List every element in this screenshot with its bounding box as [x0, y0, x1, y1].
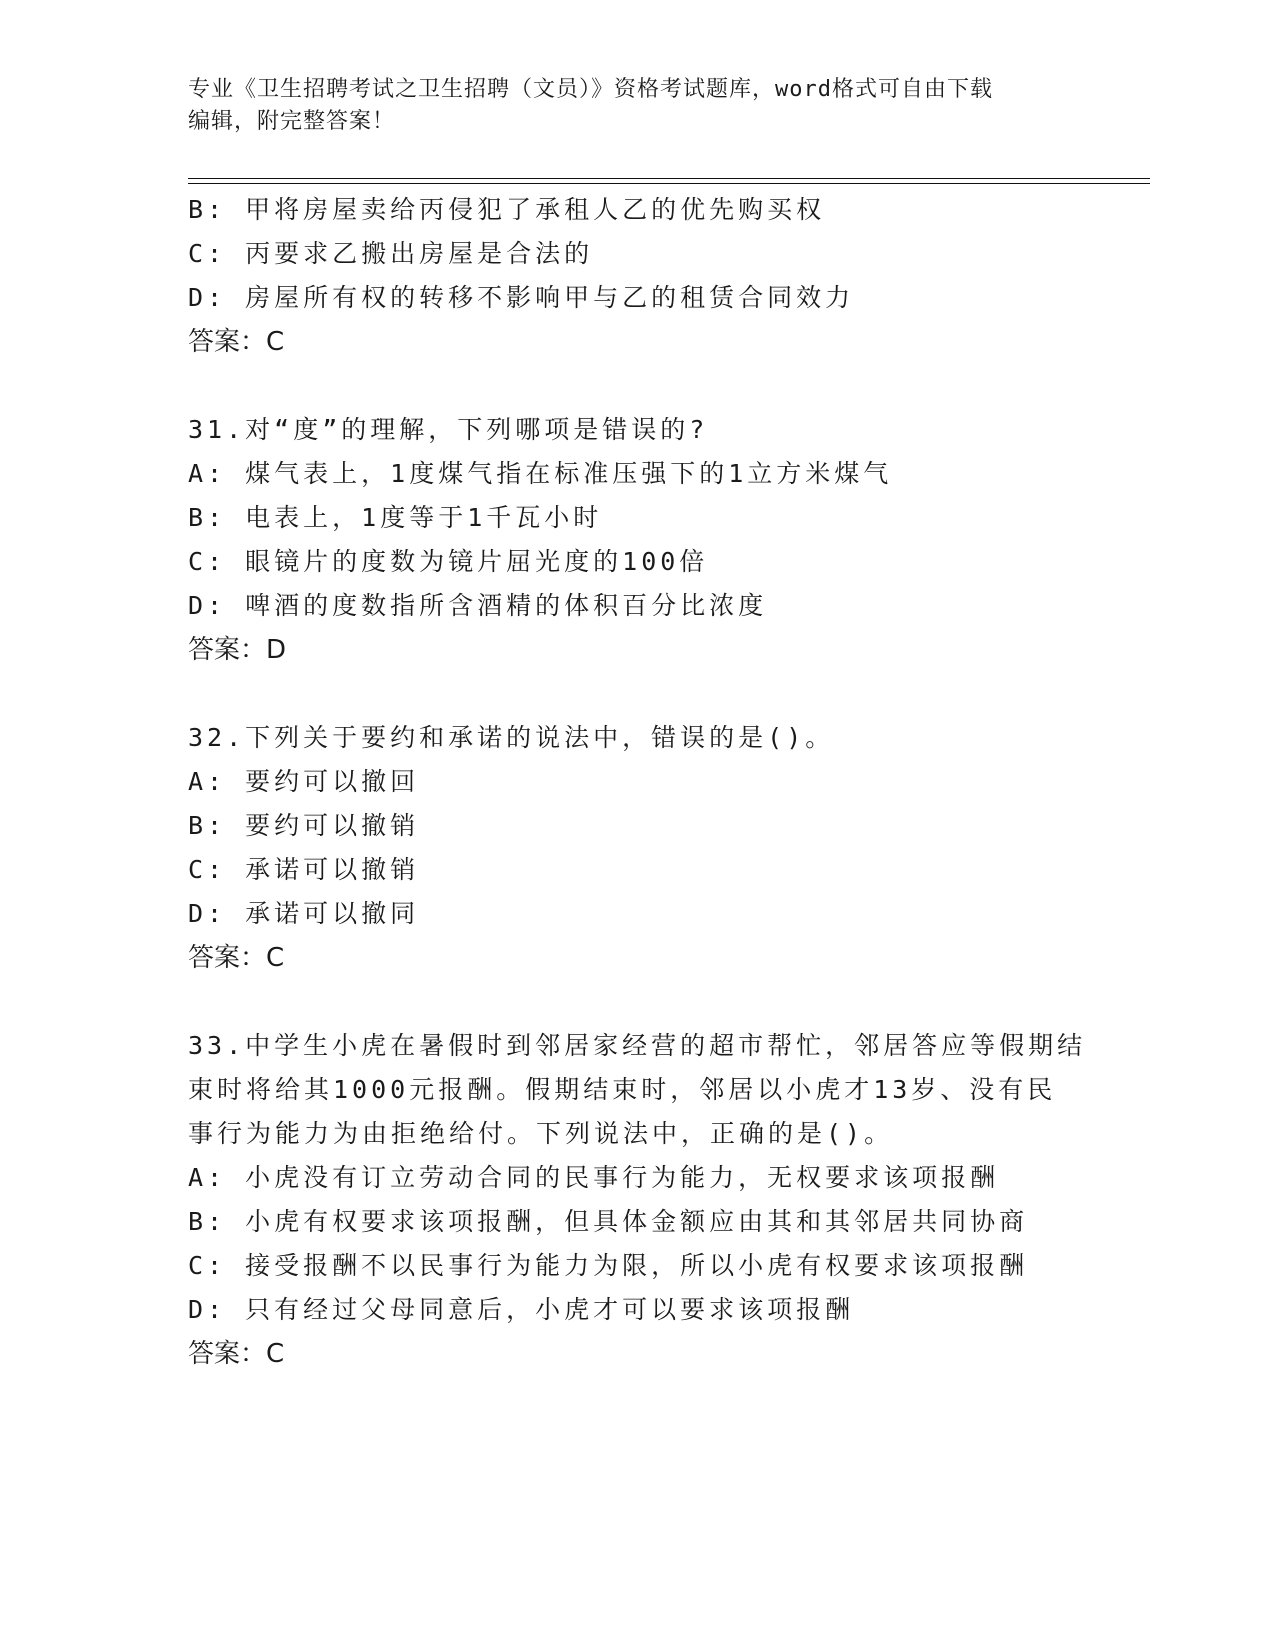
document-header [188, 74, 1068, 138]
q31-option-b: B: 电表上，1度等于1千瓦小时 [188, 503, 603, 532]
q31-option-a: A: 煤气表上，1度煤气指在标准压强下的1立方米煤气 [188, 459, 893, 488]
q33-stem-line-1: 33.中学生小虎在暑假时到邻居家经营的超市帮忙，邻居答应等假期结 [188, 1031, 1087, 1060]
header-divider-bottom [188, 183, 1150, 184]
q31-option-c: C: 眼镜片的度数为镜片屈光度的100倍 [188, 547, 709, 576]
q33-option-c: C: 接受报酬不以民事行为能力为限，所以小虎有权要求该项报酬 [188, 1251, 1029, 1280]
q32-option-d: D: 承诺可以撤同 [188, 899, 420, 928]
q33-option-a: A: 小虎没有订立劳动合同的民事行为能力，无权要求该项报酬 [188, 1163, 1000, 1192]
q33-stem-line-2: 束时将给其1000元报酬。假期结束时，邻居以小虎才13岁、没有民 [188, 1075, 1057, 1104]
q30-option-b: B: 甲将房屋卖给丙侵犯了承租人乙的优先购买权 [188, 195, 826, 224]
header-line-1: 专业《卫生招聘考试之卫生招聘（文员）》资格考试题库，word格式可自由下载 [188, 77, 993, 102]
q31-stem: 31.对“度”的理解，下列哪项是错误的? [188, 415, 709, 444]
q30-option-d: D: 房屋所有权的转移不影响甲与乙的租赁合同效力 [188, 283, 855, 312]
q32-option-a: A: 要约可以撤回 [188, 767, 420, 796]
header-divider-top [188, 178, 1150, 179]
q31-option-d: D: 啤酒的度数指所含酒精的体积百分比浓度 [188, 591, 768, 620]
q33-answer: 答案：C [188, 1339, 285, 1369]
q30-answer: 答案：C [188, 327, 285, 357]
q30-option-c: C: 丙要求乙搬出房屋是合法的 [188, 239, 594, 268]
q31-answer: 答案：D [188, 635, 287, 665]
q32-option-c: C: 承诺可以撤销 [188, 855, 420, 884]
q32-option-b: B: 要约可以撤销 [188, 811, 420, 840]
q33-option-d: D: 只有经过父母同意后，小虎才可以要求该项报酬 [188, 1295, 855, 1324]
header-line-2: 编辑，附完整答案！ [188, 109, 396, 134]
q32-answer: 答案：C [188, 943, 285, 973]
q33-stem-line-3: 事行为能力为由拒绝给付。下列说法中，正确的是()。 [188, 1119, 894, 1148]
q33-option-b: B: 小虎有权要求该项报酬，但具体金额应由其和其邻居共同协商 [188, 1207, 1029, 1236]
q32-stem: 32.下列关于要约和承诺的说法中，错误的是()。 [188, 723, 835, 752]
